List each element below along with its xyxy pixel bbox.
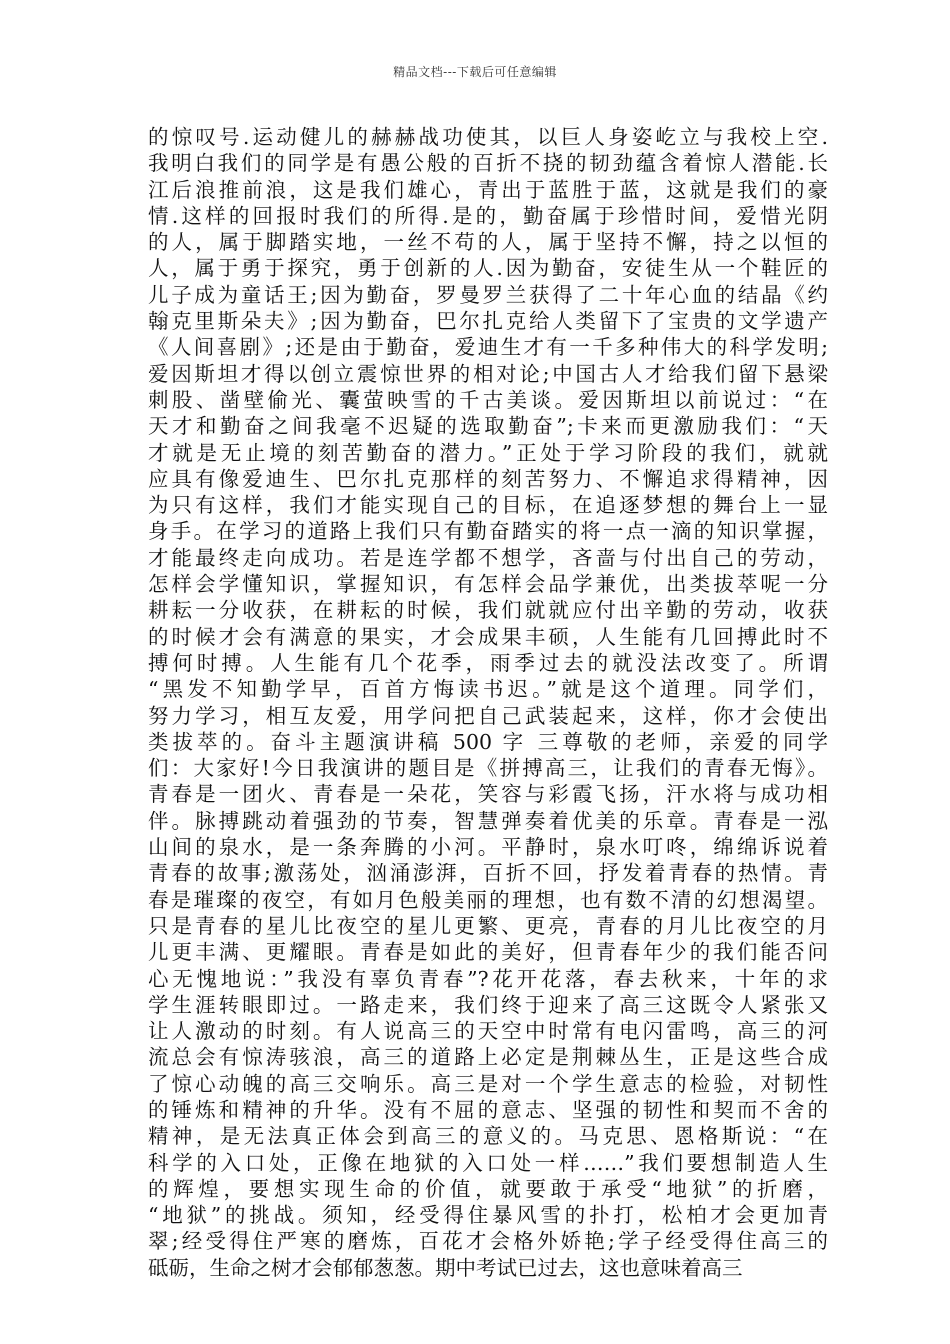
text-line: 的时候才会有满意的果实，才会成果丰硕，人生能有几回搏此时不 <box>148 624 828 649</box>
text-line: 让人激动的时刻。有人说高三的天空中时常有电闪雷鸣，高三的河 <box>148 1019 828 1044</box>
text-line: 爱因斯坦才得以创立震惊世界的相对论;中国古人才给我们留下悬梁 <box>148 361 828 386</box>
text-line: 了惊心动魄的高三交响乐。高三是对一个学生意志的检验，对韧性 <box>148 1071 828 1096</box>
text-line: 搏何时搏。人生能有几个花季，雨季过去的就没法改变了。所谓 <box>148 650 828 675</box>
text-line: 天才和勤奋之间我毫不迟疑的选取勤奋”;卡来而更激励我们：“天 <box>148 414 828 439</box>
text-line: 青春是一团火、青春是一朵花，笑容与彩霞飞扬，汗水将与成功相 <box>148 782 828 807</box>
text-line: 山间的泉水，是一条奔腾的小河。平静时，泉水叮咚，绵绵诉说着 <box>148 835 828 860</box>
text-line: 耕耘一分收获，在耕耘的时候，我们就就应付出辛勤的劳动，收获 <box>148 598 828 623</box>
text-line: 身手。在学习的道路上我们只有勤奋踏实的将一点一滴的知识掌握， <box>148 519 828 544</box>
text-line: 江后浪推前浪，这是我们雄心，青出于蓝胜于蓝，这就是我们的豪 <box>148 177 828 202</box>
text-line: 的锤炼和精神的升华。没有不屈的意志、坚强的韧性和契而不舍的 <box>148 1097 828 1122</box>
text-line: 春是璀璨的夜空，有如月色般美丽的理想，也有数不清的幻想渴望。 <box>148 887 828 912</box>
text-line: 科学的入口处，正像在地狱的入口处一样……”我们要想制造人生 <box>148 1150 828 1175</box>
text-line: 我明白我们的同学是有愚公般的百折不挠的韧劲蕴含着惊人潜能.长 <box>148 151 828 176</box>
text-line: 翠;经受得住严寒的磨炼，百花才会格外娇艳;学子经受得住高三的 <box>148 1229 828 1254</box>
text-line: 类拔萃的。奋斗主题演讲稿 500 字 三尊敬的老师，亲爱的同学 <box>148 729 828 754</box>
text-line: 的辉煌，要想实现生命的价值，就要敢于承受“地狱”的折磨， <box>148 1176 828 1201</box>
text-line: 伴。脉搏跳动着强劲的节奏，智慧弹奏着优美的乐章。青春是一泓 <box>148 808 828 833</box>
text-line: 才能最终走向成功。若是连学都不想学，吝啬与付出自己的劳动， <box>148 545 828 570</box>
text-line: “黑发不知勤学早，百首方悔读书迟。”就是这个道理。同学们， <box>148 677 828 702</box>
text-line: 情.这样的回报时我们的所得.是的，勤奋属于珍惜时间，爱惜光阴 <box>148 203 828 228</box>
text-line: 的惊叹号.运动健儿的赫赫战功使其，以巨人身姿屹立与我校上空. <box>148 125 828 149</box>
text-line: 砥砺，生命之树才会郁郁葱葱。期中考试已过去，这也意味着高三 <box>148 1255 743 1280</box>
text-line: 心无愧地说：”我没有辜负青春”?花开花落，春去秋来，十年的求 <box>148 966 828 991</box>
text-line: 儿子成为童话王;因为勤奋，罗曼罗兰获得了二十年心血的结晶《约 <box>148 282 828 307</box>
text-line: 人，属于勇于探究，勇于创新的人.因为勤奋，安徒生从一个鞋匠的 <box>148 256 828 281</box>
text-line: 们：大家好!今日我演讲的题目是《拼搏高三，让我们的青春无悔》。 <box>148 756 828 781</box>
page-header: 精品文档---下载后可任意编辑 <box>393 65 557 79</box>
text-line: 应具有像爱迪生、巴尔扎克那样的刻苦努力、不懈追求得精神，因 <box>148 466 828 491</box>
text-line: 学生涯转眼即过。一路走来，我们终于迎来了高三这既令人紧张又 <box>148 992 828 1017</box>
text-line: 《人间喜剧》;还是由于勤奋，爱迪生才有一千多种伟大的科学发明; <box>148 335 828 360</box>
text-line: 努力学习，相互友爱，用学问把自己武装起来，这样，你才会使出 <box>148 703 828 728</box>
text-line: 流总会有惊涛骇浪，高三的道路上必定是荆棘丛生，正是这些合成 <box>148 1045 828 1070</box>
document-body <box>148 124 828 1281</box>
text-line: 翰克里斯朵夫》;因为勤奋，巴尔扎克给人类留下了宝贵的文学遗产 <box>148 309 828 334</box>
text-line: 精神，是无法真正体会到高三的意义的。马克思、恩格斯说：“在 <box>148 1124 828 1149</box>
text-line: 为只有这样，我们才能实现自己的目标，在追逐梦想的舞台上一显 <box>148 493 828 518</box>
text-line: 刺股、凿壁偷光、囊萤映雪的千古美谈。爱因斯坦以前说过：“在 <box>148 387 828 412</box>
text-line: 只是青春的星儿比夜空的星儿更繁、更亮，青春的月儿比夜空的月 <box>148 913 828 938</box>
text-line: 青春的故事;激荡处，汹涌澎湃，百折不回，抒发着青春的热情。青 <box>148 861 828 886</box>
text-line: 儿更丰满、更耀眼。青春是如此的美好，但青春年少的我们能否问 <box>148 940 828 965</box>
text-line: 的人，属于脚踏实地，一丝不苟的人，属于坚持不懈，持之以恒的 <box>148 230 828 255</box>
text-line: “地狱”的挑战。须知，经受得住暴风雪的扑打，松柏才会更加青 <box>148 1203 828 1228</box>
text-line: 才就是无止境的刻苦勤奋的潜力。”正处于学习阶段的我们，就就 <box>148 440 828 465</box>
text-line: 怎样会学懂知识，掌握知识，有怎样会品学兼优，出类拔萃呢一分 <box>148 572 828 597</box>
